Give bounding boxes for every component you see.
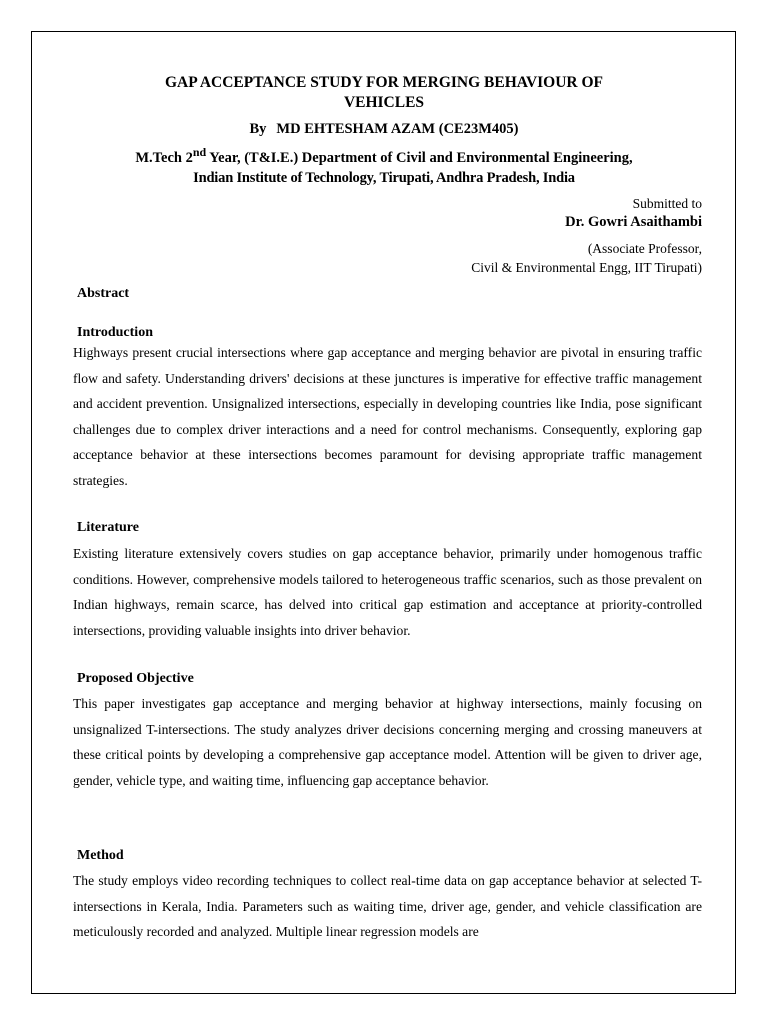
submitted-label: Submitted to [632,196,702,211]
literature-text: Existing literature extensively covers studies on gap acceptance behavior, primarily under homogenous traffic conditions. However, comprehensive models tailored to heterogeneous traffic scenarios, such as those prevalent on Indian highways, remain scarce, has delved into critical gap estimation and acceptance at priority-controlled intersections, providing valuable insights into driver behavior. [73,546,702,638]
professor-dept: Civil & Environmental Engg, IIT Tirupati) [471,260,702,275]
introduction-heading: Introduction [77,325,153,340]
professor-title: (Associate Professor, [587,241,702,256]
author-name: MD EHTESHAM AZAM (CE23M405) [276,121,519,137]
objective-text: This paper investigates gap acceptance and merging behavior at highway intersections, mainly focusing on unsignalized T-intersections. The study analyzes driver decisions concerning merging and crossing maneuvers at these critical points by developing a comprehensive gap acceptance model. Attention will be given to driver age, gender, vehicle type, and waiting time, influencing gap acceptance behavior. [73,696,702,788]
abstract-heading: Abstract [77,286,130,301]
affiliation-prefix: M.Tech 2 [135,150,193,166]
paper-title [100,73,668,113]
affiliation-line-1 [60,145,708,168]
submitted-to-block [471,194,702,277]
method-heading: Method [77,848,124,863]
paper-title-line-1: GAP ACCEPTANCE STUDY FOR MERGING BEHAVIOUR OF [164,74,604,91]
affiliation [60,145,708,188]
affiliation-rest: Year, (T&I.E.) Department of Civil and Environmental Engineering, [206,150,633,166]
affiliation-sup: nd [192,145,207,159]
method-text: The study employs video recording techniques to collect real-time data on gap acceptance behavior at selected T-intersections in Kerala, India. Parameters such as waiting time, driver age, gender, and vehicle classification are meticulously recorded and analyzed. Multiple linear regression models are [73,873,702,939]
objective-heading: Proposed Objective [77,671,194,686]
by-label: By [249,121,267,137]
professor-name: Dr. Gowri Asaithambi [565,214,702,230]
introduction-text: Highways present crucial intersections where gap acceptance and merging behavior are pivotal in ensuring traffic flow and safety. Understanding drivers' decisions at these junctures is imperative for effective traffic management and accident prevention. Unsignalized intersections, especially in developing countries like India, pose significant challenges due to complex driver interactions and a need for control mechanisms. Consequently, exploring gap acceptance behavior at these intersections becomes paramount for devising appropriate traffic management strategies. [73,345,702,488]
paper-title-line-2: VEHICLES [343,94,425,111]
affiliation-line-2: Indian Institute of Technology, Tirupati, Andhra Pradesh, India [193,170,575,186]
byline [0,121,768,138]
literature-heading: Literature [77,520,139,535]
